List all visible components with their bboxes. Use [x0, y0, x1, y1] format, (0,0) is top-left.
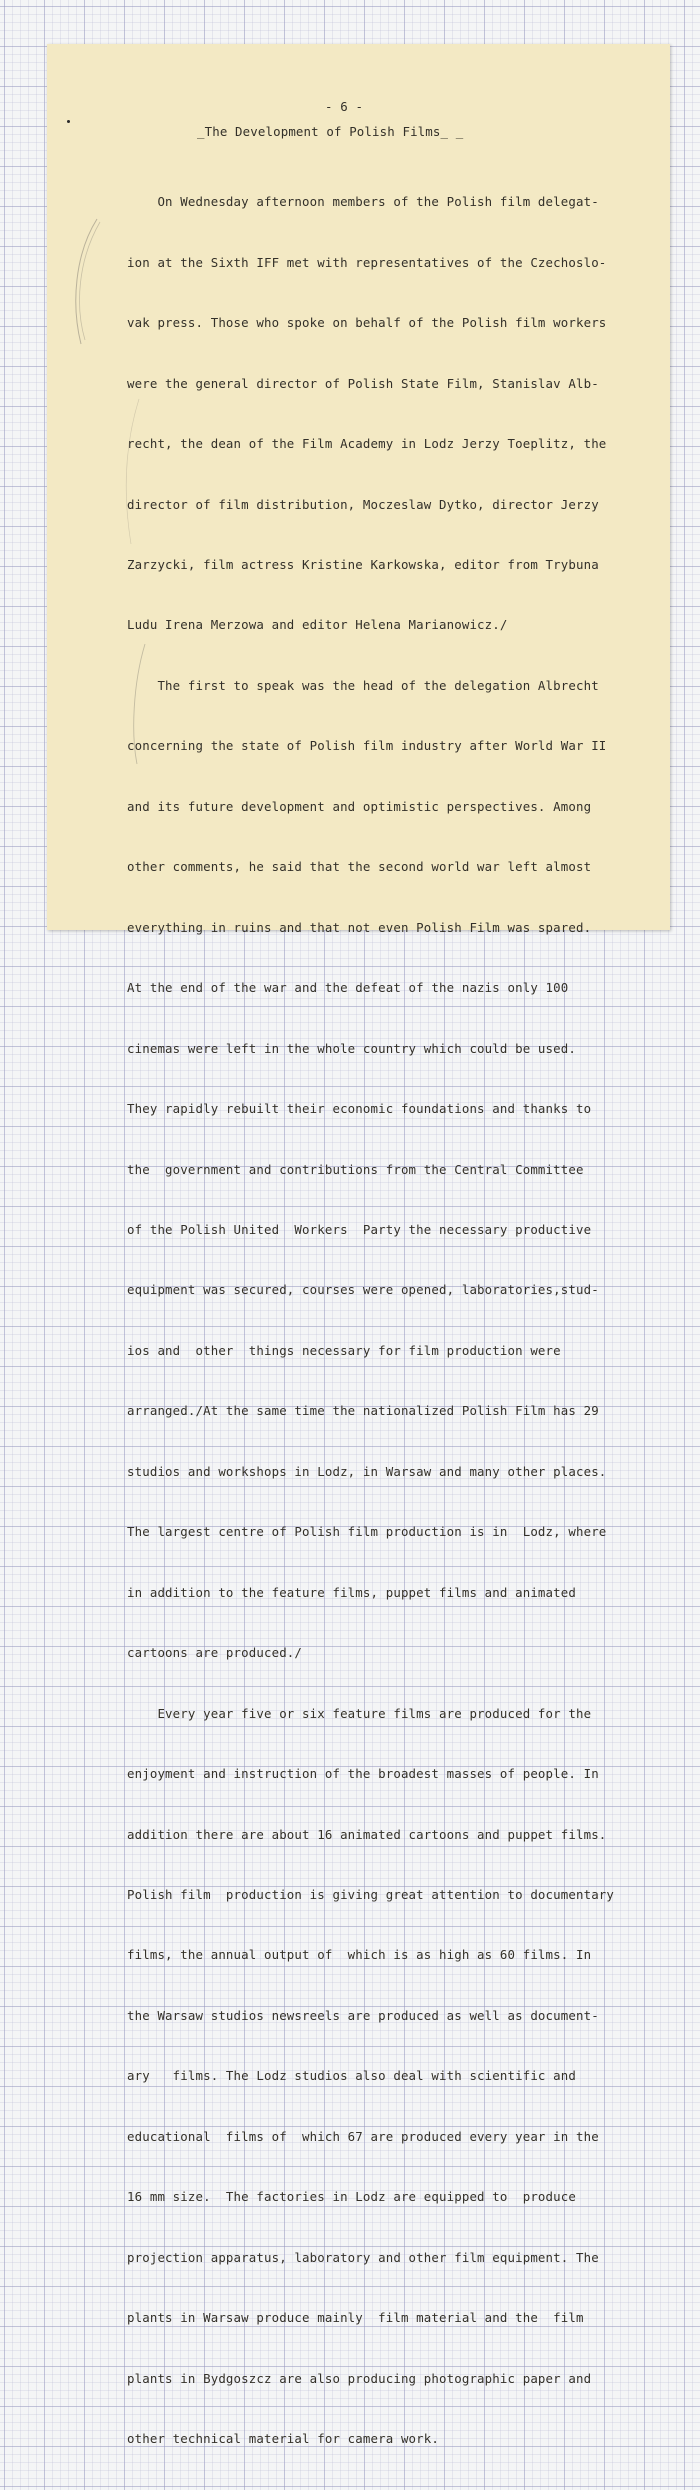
text-line: On Wednesday afternoon members of the Polish film delegat-	[127, 194, 599, 210]
text-line: projection apparatus, laboratory and other film equipment. The	[127, 2249, 599, 2265]
text-line: everything in ruins and that not even Polish Film was spared.	[127, 919, 592, 935]
text-line: in addition to the feature films, puppet films and animated	[127, 1584, 576, 1600]
text-line: were the general director of Polish State Film, Stanislav Alb-	[127, 375, 599, 391]
text-line: concerning the state of Polish film industry after World War II	[127, 738, 607, 754]
text-line: addition there are about 16 animated cartoons and puppet films.	[127, 1826, 607, 1842]
text-line: recht, the dean of the Film Academy in Lodz Jerzy Toeplitz, the	[127, 436, 607, 452]
text-line: the Warsaw studios newsreels are produced as well as document-	[127, 2007, 599, 2023]
text-line: Polish film production is giving great attention to documentary	[127, 1887, 615, 1902]
text-line: the government and contributions from the Central Committee	[127, 1161, 584, 1177]
text-line: Ludu Irena Merzowa and editor Helena Marianowicz./	[127, 617, 508, 633]
text-line: At the end of the war and the defeat of the nazis only 100	[127, 980, 569, 996]
document-title: _The Development of Polish Films_ _	[197, 124, 464, 139]
text-line: ary films. The Lodz studios also deal with scientific and	[127, 2068, 576, 2084]
text-line: The first to speak was the head of the delegation Albrecht	[127, 677, 599, 693]
text-line: of the Polish United Workers Party the necessary productive	[127, 1222, 592, 1238]
text-line: Every year five or six feature films are produced for the	[127, 1705, 592, 1721]
text-line: educational films of which 67 are produced every year in the	[127, 2128, 599, 2144]
text-line: Zarzycki, film actress Kristine Karkowska, editor from Trybuna	[127, 557, 599, 573]
text-line: cinemas were left in the whole country which could be used.	[127, 1040, 576, 1056]
text-line: 16 mm size. The factories in Lodz are equipped to produce	[127, 2189, 576, 2205]
text-line: plants in Warsaw produce mainly film material and the film	[127, 2310, 584, 2326]
page-number: - 6 -	[325, 99, 364, 114]
text-line: The largest centre of Polish film production is in Lodz, where	[127, 1524, 607, 1540]
text-line: They rapidly rebuilt their economic foundations and thanks to	[127, 1101, 592, 1117]
body-text	[127, 152, 614, 2490]
text-line: ios and other things necessary for film production were	[127, 1342, 561, 1358]
text-line: studios and workshops in Lodz, in Warsaw and many other places.	[127, 1463, 607, 1479]
text-line: vak press. Those who spoke on behalf of the Polish film workers	[127, 315, 607, 331]
text-line: arranged./At the same time the nationalized Polish Film has 29	[127, 1403, 599, 1419]
text-line: and its future development and optimistic perspectives. Among	[127, 798, 592, 814]
text-line: enjoyment and instruction of the broadest masses of people. In	[127, 1766, 599, 1782]
text-line: cartoons are produced./	[127, 1645, 303, 1661]
text-line: equipment was secured, courses were opened, laboratories,stud-	[127, 1282, 599, 1298]
text-line: other technical material for camera work.	[127, 2431, 440, 2447]
text-line: other comments, he said that the second world war left almost	[127, 859, 592, 875]
typed-page	[47, 44, 670, 2447]
text-line: films, the annual output of which is as high as 60 films. In	[127, 1947, 592, 1963]
text-line: plants in Bydgoszcz are also producing photographic paper and	[127, 2370, 592, 2386]
text-line: director of film distribution, Moczeslaw Dytko, director Jerzy	[127, 496, 599, 512]
text-line: ion at the Sixth IFF met with representatives of the Czechoslo-	[127, 254, 607, 270]
